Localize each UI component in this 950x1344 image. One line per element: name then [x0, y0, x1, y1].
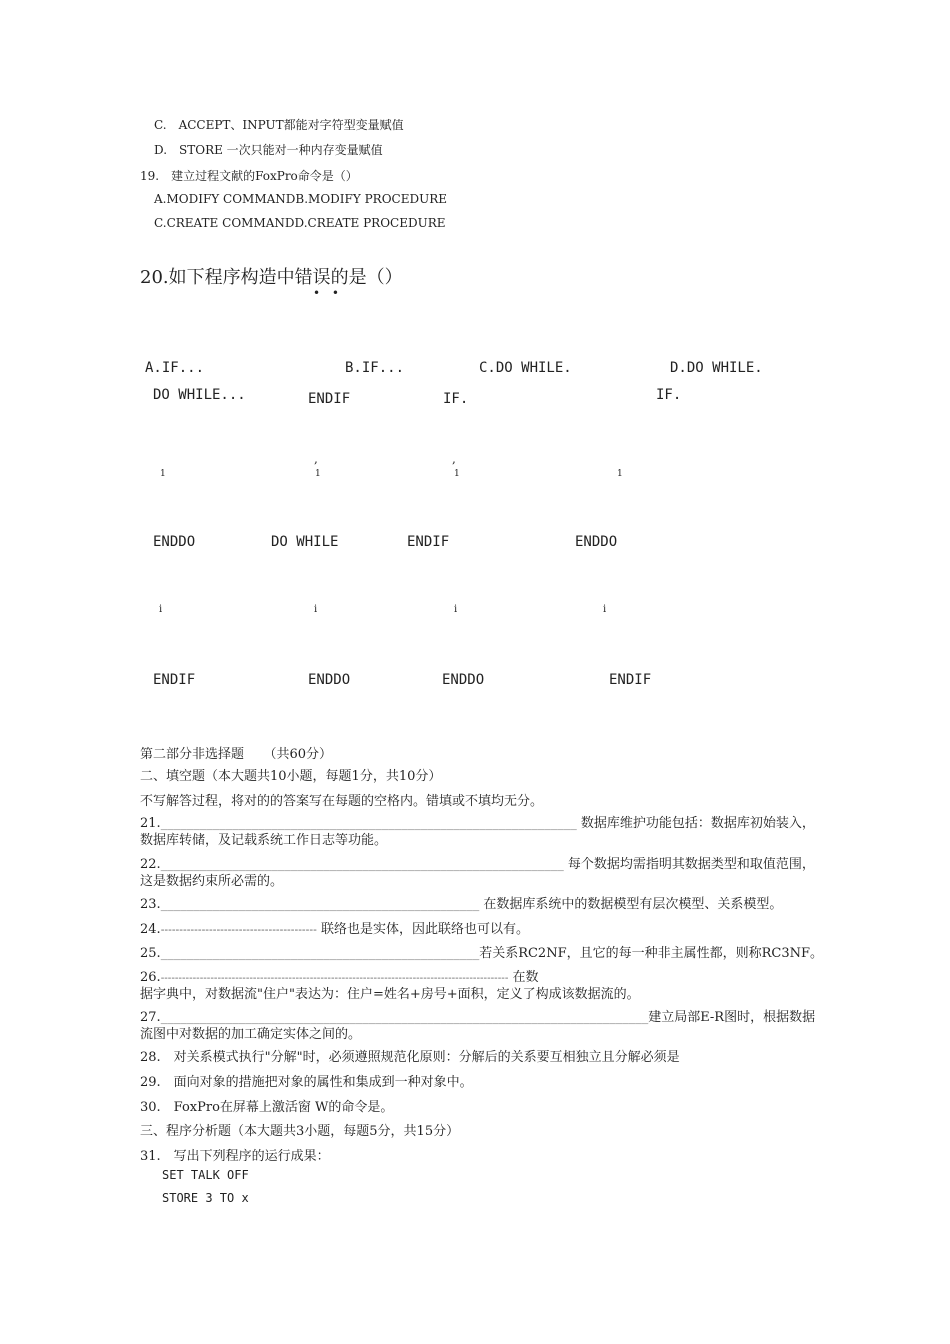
q20-option-c-label: C.DO WHILE.: [479, 360, 572, 376]
mark-i: i: [159, 604, 163, 615]
part2-title: 第二部分非选择题 （共60分）: [140, 747, 333, 762]
q26-blank: --------------------------------------------------------------------------------------------------: [160, 972, 509, 984]
q31-code-line2: STORE 3 TO x: [162, 1191, 249, 1205]
q31-stem: 31. 写出下列程序的运行成果：: [140, 1149, 330, 1164]
q22-blank: ______________________________________________________________: [160, 857, 564, 872]
emphasis-dots: • •: [313, 286, 343, 300]
q21-text: 数据库维护功能包括：数据库初始装入，: [580, 816, 815, 831]
q20-stem: 20.如下程序构造中错误的是（）: [140, 267, 403, 288]
section2-instructions: 不写解答过程，将对的的答案写在每题的空格内。错填或不填均无分。: [140, 794, 544, 809]
q28: 28. 对关系模式执行"分解"时，必须遵照规范化原则：分解后的关系要互相独立且分解必须是: [140, 1050, 680, 1065]
q19-options-cd: C.CREATE COMMANDD.CREATE PROCEDURE: [154, 216, 446, 230]
q20-option-c-line1: IF.: [443, 391, 469, 407]
q20-option-a-line2: ENDDO: [153, 534, 196, 550]
q23-line: [140, 893, 782, 912]
q26-number: 26.: [140, 970, 161, 985]
q20-option-c-line3: ENDDO: [442, 672, 485, 688]
section3-heading: 三、程序分析题（本大题共3小题，每题5分，共15分）: [140, 1124, 460, 1139]
q22-text: 每个数据均需指明其数据类型和取值范围，: [567, 857, 815, 872]
q21-number: 21.: [140, 816, 161, 831]
q23-blank: _________________________________________________: [160, 897, 480, 912]
q19-stem: 19. 建立过程文献的FoxPro命令是（）: [140, 169, 358, 183]
q20-option-b-line1: ENDIF: [308, 391, 351, 407]
q24-line: [140, 918, 529, 937]
q20-option-b-label: B.IF...: [345, 360, 405, 376]
mark-one: 1: [160, 469, 166, 479]
q19-options-ab: A.MODIFY COMMANDB.MODIFY PROCEDURE: [154, 192, 448, 206]
mark-one: 1: [315, 469, 321, 479]
mark-one: 1: [617, 469, 623, 479]
q27-number: 27.: [140, 1010, 161, 1025]
q25-line: [140, 942, 823, 961]
q26-text: 在数: [512, 970, 539, 985]
q20-option-a-label: A.IF...: [145, 360, 205, 376]
q24-text: 联络也是实体，因此联络也可以有。: [320, 922, 529, 937]
q21-text-cont: 数据库转储，及记载系统工作日志等功能。: [140, 833, 388, 848]
q24-blank: ------------------------------------------: [160, 923, 317, 936]
q25-blank: _________________________________________________: [160, 946, 480, 961]
q18-option-c: C. ACCEPT、INPUT都能对字符型变量赋值: [154, 118, 404, 132]
q18-option-d: D. STORE 一次只能对一种内存变量赋值: [154, 143, 383, 157]
mark-one: 1: [454, 469, 460, 479]
q25-text: 若关系RC2NF，且它的每一种非主属性都，则称RC3NF。: [479, 946, 823, 961]
mark-comma: ,: [452, 452, 456, 466]
q21-blank: ________________________________________________________________: [160, 816, 577, 831]
q24-number: 24.: [140, 922, 161, 937]
q31-code-line1: SET TALK OFF: [162, 1168, 249, 1182]
q20-option-d-line1: IF.: [656, 387, 682, 403]
mark-i: i: [603, 604, 607, 615]
q20-option-d-label: D.DO WHILE.: [670, 360, 763, 376]
q22-text-cont: 这是数据约束所必需的。: [140, 874, 284, 889]
q20-option-b-line3: ENDDO: [308, 672, 351, 688]
q25-number: 25.: [140, 946, 161, 961]
mark-i: i: [314, 604, 318, 615]
q23-text: 在数据库系统中的数据模型有层次模型、关系模型。: [483, 897, 783, 912]
q29: 29. 面向对象的措施把对象的属性和集成到一种对象中。: [140, 1075, 473, 1090]
q22-number: 22.: [140, 857, 161, 872]
q20-option-d-line2: ENDDO: [575, 534, 618, 550]
q20-option-c-line2: ENDIF: [407, 534, 450, 550]
q27-text-cont: 流图中对数据的加工确定实体之间的。: [140, 1027, 362, 1042]
q26-text-cont: 据字典中，对数据流"住户"表达为：住户=姓名+房号+面积，定义了构成该数据流的。: [140, 987, 640, 1002]
q20-option-d-line3: ENDIF: [609, 672, 652, 688]
q27-text: 建立局部E-R图时，根据数据: [648, 1010, 816, 1025]
q23-number: 23.: [140, 897, 161, 912]
q27-blank: ___________________________________________________________________________: [160, 1010, 649, 1025]
q20-option-a-line1: DO WHILE...: [153, 387, 246, 403]
q20-option-b-line2: DO WHILE: [271, 534, 339, 550]
q20-option-a-line3: ENDIF: [153, 672, 196, 688]
mark-i: i: [454, 604, 458, 615]
q30: 30. FoxPro在屏幕上激活窗 W的命令是。: [140, 1100, 394, 1115]
mark-comma: ,: [314, 452, 318, 466]
section2-heading: 二、填空题（本大题共10小题，每题1分，共10分）: [140, 769, 442, 784]
